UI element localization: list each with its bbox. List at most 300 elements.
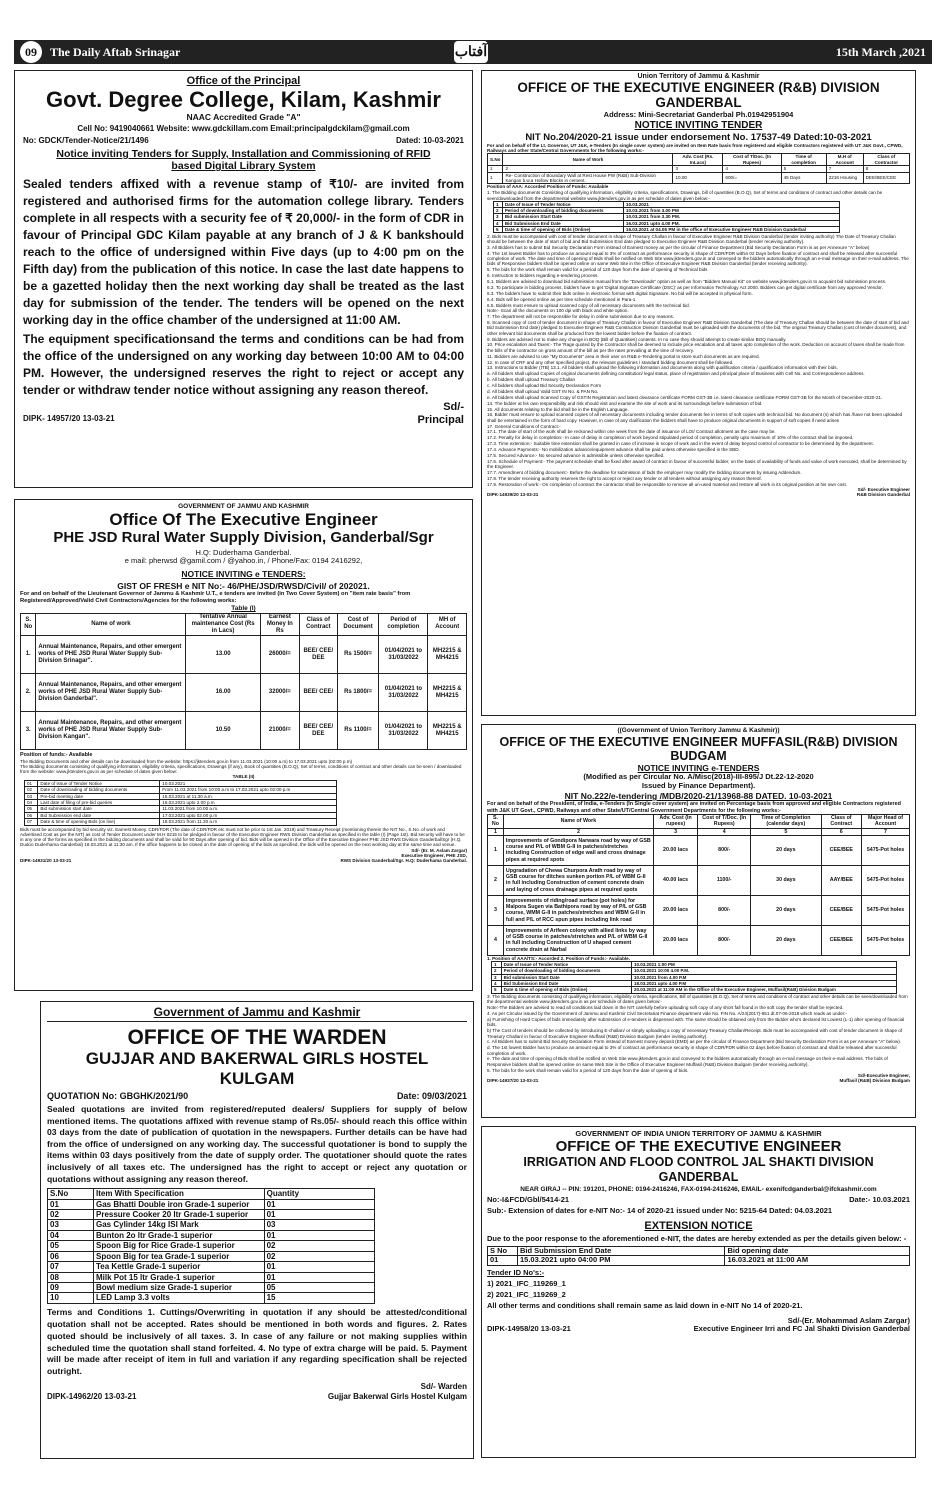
schedule-cell: Last date of filing of pre-bid queries: [38, 799, 160, 805]
item-cell: 02: [264, 1241, 374, 1251]
item-cell: 06: [48, 1251, 94, 1261]
ad-title-1: OFFICE OF THE EXECUTIVE ENGINEER: [555, 1137, 842, 1155]
clause: 17.8. The tender receiving authority reserves the right to accept or reject any tender or all tenders without assigning any reason thereof.: [487, 475, 762, 481]
column-header: M.H of Account: [826, 154, 863, 166]
tender-id-2: 2) 2021_IFC_119269_2: [487, 1289, 566, 1299]
schedule-cell: 16.03.2021 upto 4.00 PM.: [623, 220, 839, 226]
column-header: Adv. Cost (Rs. InLacs): [673, 154, 723, 166]
clause: 1. The Bidding documents Consisting of qualifying information, eligibility criteria, specifications, Drawings, bill of quantities (B.O.Q), Set of terms and conditions of contract and other details can be seen/downloaded from the departmental website www.jktenders.gov.in as per schedule of dates given below:-: [487, 190, 883, 201]
table-row: [21, 636, 467, 674]
body-paragraph-1: Sealed tenders affixed with a revenue stamp of ₹10/- are invited from registered and authorised firms for the automation college library. Tenders complete in all respects with a security fee of ₹ 20,000/- in the form of CDR in favour of Principal GDC Kilam payable at any branch of J & K bankshould reach to the office of undersigned within Five days (up to 4:00 pm on the Fifth day) from the publication of this notice. In case the last date happens to be a gazetted holiday then the next working day shall be treated as the last day for submission of the tender. The tenders will be opened on the next working day in the office chamber of the undersigned at 11:00 AM.: [23, 176, 464, 328]
schedule-cell: From 11.03.2021 from 10:00 a.m to 17.03.2021 upto 02:00 p.m: [160, 787, 337, 793]
table-cell: Upgradation of Chewa Churpora Arath road by way of GSB course for ditches sunken portion P/L of WBM G-II in full including Construction of cement concrete drain and laying of cross drainage pipes at required spots: [503, 865, 653, 895]
signatory-division: R&B Division Ganderbal: [856, 492, 910, 498]
tender-id-1: 1) 2021_IFC_119269_1: [487, 1279, 566, 1289]
column-header: Tentative Annual maintenance Cost (Rs in Lacs): [186, 613, 260, 635]
table-cell: 5475-Pot holes: [862, 835, 910, 865]
gist-line: GIST OF FRESH e NIT No:- 46/PHE/JSD/RWSD/Civil/ of 202021.: [117, 581, 370, 592]
nit-line: NIT No.204/2020-21 issue under endorsement No. 17537-49 Dated:10-03-2021: [525, 131, 872, 143]
schedule-cell: 16.03.2021 upto 2.00 p.m: [160, 799, 337, 805]
table-row: [488, 172, 910, 184]
clause: 17.2. Penalty for delay in completion:- In case of delay in completion of work beyond stipulated period of completion, penalty upto maximum of 10% of the contract shall be imposed.: [487, 435, 854, 441]
item-row: [48, 1199, 375, 1209]
intro-text: Due to the poor response to the aforementioned e-NIT, the dates are hereby extended as per the details given below: -: [487, 1233, 907, 1243]
clause: e. All bidders shall upload Scanned Copy of GSTIN Registration and latest clearance certificate FORM GST-3B i.e. latest clearance certificate FORM GST-3B for the Month of December-2020-21.: [487, 394, 883, 400]
schedule-cell: Bid Submission end date: [38, 812, 160, 818]
notice-heading: EXTENSION NOTICE: [644, 1219, 753, 1232]
ad-gdc-kilam: [14, 70, 473, 488]
column-header: Class of Contract: [821, 815, 862, 829]
item-cell: 01: [264, 1272, 374, 1282]
schedule-row: [25, 787, 337, 793]
item-cell: 10: [48, 1293, 94, 1303]
office-line: Office of the Principal: [186, 75, 301, 87]
clause: 17.4. Advance Payments:- No mobilization advance/equipment advance shall be paid unless otherwise specified in the SBD.: [487, 447, 740, 453]
column-header: S No: [488, 1246, 518, 1256]
intro-text: For and on behalf of the President, of India, e-Tenders (In Single cover system) are invited on Percentage basis from approved and eligible Contractors registered with J&K UT Govt., CPWD, Railways and other State/UT/Central Government Departments for the following works:-: [487, 801, 901, 814]
schedule-cell: 17.03.2021 upto 02.00 p.m: [160, 812, 337, 818]
table-cell: 01/04/2021 to 31/03/2022: [379, 674, 428, 712]
schedule-cell: Bid submission start date: [38, 806, 160, 812]
body-paragraph-2: The equipment specificationsand the terms and conditions can be had from the office of the undersigned on any working day between 10:00 AM to 04:00 PM. However, the undersigned reserves the right to reject or accept any tender or withdraw tender notice without assigning any reason thereof.: [23, 332, 464, 398]
ad-title-2: GUJJAR AND BAKERWAL GIRLS HOSTEL KULGAM: [85, 1049, 429, 1088]
table-cell: Rs 1800/=: [337, 674, 379, 712]
item-cell: 08: [48, 1272, 94, 1282]
table-cell: 5475-Pot holes: [862, 895, 910, 925]
clause: 2. Bids must be accompanied with cost of tender document in shape of Treasury Challan in favour of Executive Engineer R&B Division Ganderbal (tender inviting authority) The Date of Treasury Challan should be between the date of start of bid and Bid Submission End date pledged to Executive Engineer R&B Division Ganderbal (tender receiving authority).: [487, 233, 896, 245]
items-table: [47, 1188, 375, 1304]
item-row: [48, 1209, 375, 1219]
works-table: [487, 814, 910, 956]
clause: d. The 1st lowest Bidder has to produce an amount equal to 3% of contract as performance security in shape of CDR/FDR within 02 days before fixation of contract and shall be released after successful completion of work.: [487, 1045, 897, 1056]
government-line: Union Territory of Jammu & Kashmir: [637, 73, 760, 80]
government-line: GOVERNMENT OF INDIA UNION TERRITORY OF JAMMU & KASHMIR: [575, 1129, 822, 1138]
clause: c. All Bidders has to submit Bid Security Declaration Form instead of Earnest money deposit (EMD) as per the circular of Finance Department (Bid Security Declaration Form is as per Annexure "A" below).: [487, 1039, 902, 1045]
schedule-cell: Bid submission Start Date: [502, 214, 623, 220]
clause: 6.5. Bidders must ensure to upload scanned copy of all necessary documents with the technical bid.: [487, 302, 691, 308]
column-number: 8: [863, 166, 909, 172]
signatory: Principal: [417, 414, 464, 427]
ad-ifc-ganderbal: [481, 1126, 916, 1458]
signatory: Sd/- Executive Engineer: [857, 486, 910, 492]
ad-title-1: OFFICE OF THE WARDEN: [127, 1026, 387, 1050]
column-number: 4: [698, 828, 751, 835]
column-header: Name of work: [36, 613, 186, 635]
clause: 4. As per Circular issued by the Government of Jammu and Kashmir Civil Secretariat Finance department vide No. FIN No. A/24(2017)-651 dt.07-06-2018 which reads as under:-: [487, 1011, 848, 1017]
table-cell: BEE/ CEE/ DEE: [299, 712, 337, 750]
table-cell: Improvements of Arifeen colony with allied links by way of GSB course in patches/stretches and P/L of WBM G-II in full including Construction of U shaped cement concrete drain at Narbal: [503, 925, 653, 955]
notice-heading: NOTICE INVITING TENDER: [634, 119, 763, 131]
column-header: Period of completion: [379, 613, 428, 635]
position-line: 1. Position of AAA/TS:- Accorded 2. Position of Funds:- Available.: [487, 955, 631, 961]
schedule-cell: 5: [494, 226, 503, 232]
schedule-cell: 02: [25, 787, 38, 793]
ad-rnb-ganderbal: [481, 70, 916, 716]
schedule-cell: Pre-bid meeting date: [38, 793, 160, 799]
government-line: Government of Jammu and Kashmir: [153, 1005, 361, 1019]
column-number-row: [488, 828, 910, 835]
schedule-cell: 5: [492, 987, 502, 993]
schedule-cell: 16.03.2021 at 04.05 PM in the office of Executive Engineer R&B Division Ganderbal: [623, 226, 839, 232]
item-cell: 15: [264, 1293, 374, 1303]
item-cell: 01: [264, 1209, 374, 1219]
column-header: Name of Work: [503, 815, 653, 829]
clause: 7. The department will not be responsible for delay in online submission due to any reasons.: [487, 314, 675, 320]
table-cell: 13.00: [186, 636, 260, 674]
clause: 3. All Bidders has to submit Bid Security Declaration Form instead of Earnest money as per the circular of Finance Department (Bid Security Declaration Form is as per Annexure "A" below): [487, 244, 870, 250]
item-row: [48, 1283, 375, 1293]
table-cell: 800/-: [698, 925, 751, 955]
ad-title-2: IRRIGATION AND FLOOD CONTROL JAL SHAKTI DIVISION GANDERBAL: [523, 1155, 874, 1185]
table-cell: MH2215 & MH4215: [428, 712, 467, 750]
table-ii-title: TABLE (II): [232, 774, 255, 780]
works-table: [20, 613, 467, 750]
ad-title: OFFICE OF THE EXECUTIVE ENGINEER (R&B) DIVISION GANDERBAL: [517, 80, 880, 111]
table-cell: AAY/BEE: [821, 865, 862, 895]
dipk-number: DIPK-14937/20 13-03-21: [487, 1078, 539, 1084]
ad-title: OFFICE OF THE EXECUTIVE ENGINEER MUFFASIL(R&B) DIVISION BUDGAM: [499, 734, 898, 764]
schedule-cell: 04: [25, 799, 38, 805]
column-header: Major Head of Account: [862, 815, 910, 829]
item-cell: Gas Bhatti Double iron Grade-1 superior: [94, 1199, 265, 1209]
column-header: Cost of T/Doc. (In Rupees): [723, 154, 781, 166]
clause: 17.9. Restoration of work:- On completion of contract the contractor shall be responsible to remove all un-used material and restore all work in its original position at his own cost.: [487, 481, 848, 487]
column-header: Adv. Cost (In rupees): [653, 815, 697, 829]
clause: 17. General Conditions of Contract:-: [487, 423, 561, 429]
schedule-cell: Date of issue of Tender Notice: [38, 780, 160, 786]
table-cell: 01/04/2021 to 31/03/2022: [379, 712, 428, 750]
column-header: Time of completion: [781, 154, 826, 166]
table-cell: 1: [488, 835, 504, 865]
page-number: 09: [20, 41, 42, 63]
clause: a) Furnishing of Hard Copies of bids immediately after submission of e-tenders is dispensed with. The same should be obtained only from the Bidder who's declared lst Lowest (L-1) after opening of financial bids.: [487, 1017, 905, 1028]
clause: 6.3. The bidders have to submit their bids online in electronic format with digital Signature. No bid will be accepted in physical form.: [487, 290, 753, 296]
table-row: [488, 865, 910, 895]
signatory-designation: Executive Engineer, PHE JSD,: [401, 852, 467, 858]
column-number: 5: [751, 828, 821, 835]
schedule-cell: 10.03.2021 from 3.30 PM.: [623, 214, 839, 220]
item-cell: 01: [48, 1199, 94, 1209]
table-cell: 20 days: [751, 925, 821, 955]
works-table: [487, 153, 910, 184]
schedule-cell: 10.03.2021 10:00 4.00 P.M.: [631, 968, 896, 974]
table-cell: 3: [488, 895, 504, 925]
schedule-cell: 3: [494, 214, 503, 220]
item-row: [48, 1241, 375, 1251]
signatory-name: Sd/- (Er. M. Aslam Zargar): [411, 847, 467, 853]
column-number: 2: [503, 166, 673, 172]
schedule-cell: 18.03.2021 from 11.30 a.m: [160, 819, 337, 825]
table-cell: CEE/BEE: [821, 895, 862, 925]
reference-date: Date:- 10.03.2021: [849, 1195, 910, 1204]
table-cell: 01/04/2021 to 31/03/2022: [379, 636, 428, 674]
intro-text: For and on behalf of the Lt. Governor, UT J&K, e-Tenders (In single cover system) are invited on Item Rate basis from registered and eligible Contractors registered with UT J&K Govt., CPWD, Railways and other State/Central Governments for the following works:-: [487, 142, 903, 154]
item-row: [48, 1262, 375, 1272]
table-cell: CEE/BEE: [821, 835, 862, 865]
column-number: 4: [723, 166, 781, 172]
table-cell: 2.: [21, 674, 36, 712]
table-cell: 20.00 lacs: [653, 895, 697, 925]
masthead: [14, 40, 932, 64]
column-number: 7: [826, 166, 863, 172]
column-header: S.No: [48, 1189, 94, 1199]
reference-number: No: GDCK/Tender-Notice/21/1496: [23, 135, 149, 145]
clause: 5. The bids for the work shall remain valid for a period of 120 days from the date of opening of Technical bids: [487, 267, 708, 273]
schedule-cell: 10.03.2021 from 3.00 PM: [623, 208, 839, 214]
schedule-cell: 1: [494, 201, 503, 207]
table-cell: 3.: [21, 712, 36, 750]
table-cell: 16.00: [186, 674, 260, 712]
position-line: Position of AAA: Accorded Position of Funds: Available: [487, 184, 609, 190]
ad-phe-jsd-ganderbal: [14, 499, 473, 991]
table-row: [488, 925, 910, 955]
column-number: 3: [653, 828, 697, 835]
item-row: [48, 1251, 375, 1261]
schedule-cell: 4: [494, 220, 503, 226]
dipk-number: DIPK- 14957/20 13-03-21: [23, 414, 115, 424]
remark-line: All other terms and conditions shall remain same as laid down in e-NIT No 14 of 2020-21.: [487, 1300, 803, 1310]
reference-date: Dated: 10-03-2021: [395, 135, 464, 145]
clause: e. The date and time of opening of Bids shall be notified on Web Site www.jktenders.gov.in and conveyed to the bidders automatically through an e-mail message on their e-mail address. The bids of Responsive bidders shall be opened online on same Web Site in the Office of Executive Engineer Muffasil (R&B) Division Budgam (tender receiving authority).: [487, 1056, 888, 1067]
item-row: [48, 1293, 375, 1303]
signatory: Sd/-Executive Engineer,: [857, 1072, 910, 1078]
clause: 4. The 1st lowest Bidder has to produce an amount equal to 3% of contract as performance security in shape of CDR/FDR within 02 Days before fixation of contract and shall be released after successful completion of work. The date and time of opening of Bids shall be notified on Web Site www.jktenders.gov.in and conveyed to the bidders automatically through an e-mail message on their e-mail address. The bids of Responsive bidders shall be opened online on same Web Site in the Office of Executive Engineer R&B Division Ganderbal (tender receiving authority).: [487, 250, 909, 267]
clauses: [487, 190, 910, 487]
table-cell: 2: [488, 865, 504, 895]
item-cell: 01: [264, 1199, 374, 1209]
item-cell: 05: [264, 1283, 374, 1293]
clause: 10. Price escalation and Taxes:- The 'Rage quoted by the Contractor shall be deemed to include price escalation and all taxes upto completion of the work. Deduction on account of taxes shall be made from the bills of the contractor on gross amount of the bill as per the rates prevailing at the time of recovery.: [487, 342, 905, 353]
schedule-cell: Date of Issue of Tender Notice: [501, 962, 631, 968]
clause: 6.2. To participate in bidding process, bidders have to get 'Digital Signature Certificate (DSC)' as per Information Technology Act 2000. Bidders can get digital certificate from any approved Vendor.: [487, 284, 883, 290]
item-cell: 07: [48, 1262, 94, 1272]
heading-line-2: based Digital Library System: [171, 160, 316, 173]
schedule-cell: 3: [492, 974, 502, 980]
schedule-cell: 07: [25, 819, 38, 825]
body-paragraph: Sealed quotations are invited from registered/reputed dealers/ Suppliers for supply of below mentioned items. The quotations affixed with revenue stamp of Rs.05/- should reach this office within 03 days from the date of publication of quotation in the newspapers. Further details can be have had from the office of undersigned on any working day. The successful quotationer is bond to supply the items within 03 days positively from the date of supply order. The quotationer should quote the rates inclusively of all taxes etc. The undersigned has the right to accept or reject any quotation or quotations without assigning any reason thereof.: [47, 1103, 467, 1184]
column-number: 1: [488, 166, 503, 172]
download-note: The Bidding Documents and other details can be downloaded from the website: https://jktenders.gov.in from 11.03.2021 (10:00 a.m) to 17.03.2021 upto (02:00 p.m): [20, 758, 353, 764]
clauses: [487, 994, 910, 1073]
clause: 17.3. Time extension:- Suitable time extension shall be granted in case of increase in scope of work and in the event of delay beyond control of contractor to be determined by the department.: [487, 441, 874, 447]
item-cell: Spoon Big for Rice Grade-1 superior: [94, 1241, 265, 1251]
table-cell: CEE/BEE: [821, 925, 862, 955]
table-cell: Rs 1100/=: [337, 712, 379, 750]
security-note: Bids must be accompanied by bid security viz. Earnest Money. CDR/FDR (The date of CDR/FDR etc must not be prior to 1st Jan. 2019) and Treasury Receipt (mentioning therein the NIT No., S.No. of work and Advertised Cost as per the NIT) as cost of Tender Document under M.H 0215 to be pledged in favour of the Executive Engineer RWS Division Ganderbal as specified in the table (I) (Page 1st). Bid security will have to be in any one of the forms as specified in the bidding documents and shall be valid for 90 Days after opening of bid. Bids will be opened in the Office of the Executive Engineer PHE JSD RWS Division Ganderbal/Sgr (H.Q. Dudoo Duderhama Ganderbal) 18.03.2021 at 11:30 am. If the office happens to be closed on the date of opening of the bids as specified, the bids will be opened on the next working day at the same time and venue.: [20, 826, 465, 848]
clause: 6.1. Bidders are advised to download bid submission manual from the "Downloads" option as well as from "Bidders Manual Kit" on website www.jktenders.gov.in to acquaint bid submission process.: [487, 279, 887, 285]
clause: 12. In case of CRF and any other specified project, the relevant guidelines / standard bidding document shall be followed.: [487, 359, 734, 365]
schedule-cell: 20.03.2021 at 11:00 AM in the Office of the Executive Engineer, Muffasil(R&B) Division Budgam: [631, 987, 896, 993]
clause: 15. All documents relating to the bid shall be in the English Language.: [487, 406, 629, 412]
clause: 9. Bidders are advised not to make any change in BOQ (Bill of Quantities) contents. In no case they should attempt to create similar BOQ manually.: [487, 336, 787, 342]
schedule-row: [494, 226, 840, 232]
clause: Note:- Scan all the documents on 100 dpi with black and white option.: [487, 308, 629, 314]
table-header-row: [48, 1189, 375, 1199]
column-header: Class of Contractor: [863, 154, 909, 166]
table-cell: 26000/=: [260, 636, 299, 674]
item-cell: 09: [48, 1283, 94, 1293]
schedule-cell: Date & time of opening of Bids (Online): [501, 987, 631, 993]
table-cell: 30 days: [751, 865, 821, 895]
item-cell: LED Lamp 3.3 volts: [94, 1293, 265, 1303]
schedule-row: [25, 819, 337, 825]
government-line: ((Government of Union Territory Jammu & Kashmir)): [617, 727, 780, 734]
clause: 8. Scanned copy of cost of tender document in shape of Treasury Challan in favour of Executive Engineer R&B Division Ganderbal (The date of Treasury Challan should be between the date of start of bid and Bid Submission End date) pledged to Executive Engineer R&B Construction Division Ganderbal must be uploaded with the documents of the bid. The original Treasury Challan (cost of tender document), and other relevant bid documents shall be produced from the lowest bidder before the fixation of contract.: [487, 320, 909, 336]
tender-id-heading: Tender ID No's:-: [487, 1268, 545, 1278]
hq-line: H.Q: Duderhama Ganderbal.: [195, 547, 292, 557]
clause: 16. Bidder must ensure to upload scanned copies of all necessary documents including tender documents fee in terms of soft copies with technical bid. No document (s) which has /have not been uploaded shall be entertained in the form of hard copy. However, in case of any clarification the bidders shall have to produce original documents in support of soft copies if need arises: [487, 412, 903, 423]
table-cell: MH2215 & MH4215: [428, 636, 467, 674]
table-row: [488, 835, 910, 865]
ad-title-1: Office Of The Executive Engineer: [109, 509, 378, 529]
item-row: [48, 1272, 375, 1282]
table-cell: 20.00 lacs: [653, 835, 697, 865]
terms-paragraph: Terms and Conditions 1. Cuttings/Overwriting in quotation if any should be attested/conditional quotation shall not be accepted. Rates should be mentioned in both words and figures. 2. Rates quoted should be inclusively of all taxes. 3. In case of any failure or not making supplies within scheduled time the quotation shall stand forfeited. 4. No type of extra charge will be paid. 5. Payment will be made after receipt of item in full and variation if any regarding specification shall be rejected outright.: [47, 1306, 467, 1377]
column-number: 3: [673, 166, 723, 172]
table-cell: BEE/ CEE/: [299, 674, 337, 712]
table-cell: Annual Maintenance, Repairs, and other emergent works of PHE JSD Rural Water Supply Sub-Division Ganderbal".: [36, 674, 186, 712]
ad-title-2: PHE JSD Rural Water Supply Division, Ganderbal/Sgr: [53, 529, 434, 547]
clause: 14. The bidder at his own responsibility and risk should visit and examine the site of work and its surroundings before submission of bid.: [487, 400, 763, 406]
table-header-row: [488, 815, 910, 829]
schedule-cell: 2: [494, 208, 503, 214]
table-cell: 1100/-: [698, 865, 751, 895]
clause: 17.1. The date of start of the work shall be reckoned within one week from the date of issuance of LOI/ Contract allotment as the case may be.: [487, 429, 776, 435]
table-cell: 20 days: [751, 835, 821, 865]
clause: 17.7. Amendment of bidding document:- Before the deadline for submission of bids the employer may modify the bidding documents by issuing Addendum.: [487, 469, 802, 475]
column-header: S.No: [488, 154, 503, 166]
schedule-cell: Date & time of opening Bids (on line): [38, 819, 160, 825]
column-header: Name of Work: [503, 154, 673, 166]
table-cell: 600/=: [723, 172, 781, 184]
table-cell: DEE/BEE/CEE: [863, 172, 909, 184]
dipk-number: DIPK-14958/20 13-03-21: [487, 1324, 571, 1334]
table-cell: Re- Construction of Boundary Wall at Rest House PW (R&B) Sub-Division Kangan b.w.a Hollow Blocks in cement.: [503, 172, 673, 184]
column-header: Item With Specification: [94, 1189, 265, 1199]
table-cell: Improvements of Gondipora Narwara road by way of GSB course and P/L of WBM G-II in patches/stretches including Construction of edge wall and cross drainage pipes at required spots: [503, 835, 653, 865]
address-line: Address: Mini-Secretariat Ganderbal Ph.01942951904: [603, 109, 794, 119]
circular-line: (Modified as per Circular No. A/Misc(2018)-III-895/J Dt.22-12-2020: [583, 772, 814, 782]
schedule-cell: 10.03.2021: [623, 201, 839, 207]
column-number: 6: [821, 828, 862, 835]
table-row: [21, 712, 467, 750]
table-cell: 21000/=: [260, 712, 299, 750]
newspaper-logo: آفتاب: [454, 41, 488, 63]
clause: b. All bidders shall upload Treasury Challan: [487, 377, 576, 383]
signatory-division: Muffasil (R&B) Division Budgam: [839, 1078, 910, 1084]
schedule-table: [493, 201, 840, 233]
item-cell: Milk Pot 15 ltr Grade-1 superior: [94, 1272, 265, 1282]
heading-line-1: Notice inviting Tenders for Supply, Installation and Commissioning of RFID: [56, 148, 431, 161]
schedule-cell: Date & time of opening of Bids (Online): [502, 226, 623, 232]
clause: d. All bidders shall upload Valid GST IN No. & PAN No.: [487, 388, 599, 394]
dipk-number: DIPK-14931/20 13-03-21: [20, 858, 72, 864]
quotation-number: QUOTATION No: GBGHK/2021/90: [47, 1091, 189, 1102]
column-header: Cost of Document: [337, 613, 379, 635]
column-header: Class of Contract: [299, 613, 337, 635]
table-cell: 1.: [21, 636, 36, 674]
schedule-cell: Date of downloading of bidding documents: [38, 787, 160, 793]
table-cell: Annual Maintenance, Repairs, and other emergent works of PHE JSD Rural Water Supply Sub-Division Kangan".: [36, 712, 186, 750]
column-number: 5: [781, 166, 826, 172]
documents-note: The Bidding documents consisting of qualifying information, eligibility criteria, specifications, Drawings (if any), Book of quantities (B.O.Q), Set of terms, conditions of contract and other details can be seen / downloaded from the website: www.jktenders.gov.in as per schedule of dates given below:: [20, 763, 462, 775]
column-header: Bid opening date: [725, 1246, 910, 1256]
table-cell: MH2215 & MH4215: [428, 674, 467, 712]
schedule-cell: 05: [25, 806, 38, 812]
schedule-cell: 11.03.2021 from 10.00 a.m.: [160, 806, 337, 812]
column-header: Time of Completion (calendar days): [751, 815, 821, 829]
table-header-row: [488, 154, 910, 166]
schedule-table: [24, 780, 337, 826]
contact-line: Cell No: 9419040661 Website: www.gdckillam.com Email:principalgdckilam@gmail.com: [77, 124, 410, 134]
column-header: Earnest Money In Rs: [260, 613, 299, 635]
schedule-cell: 1: [492, 962, 502, 968]
table-cell: 20 days: [751, 895, 821, 925]
clause: Note:-The Bidders are advised to read all conditions laid down in the NIT carefully before uploading soft copy of any short fall found in the soft copy the tender shall be rejected.: [487, 1005, 844, 1011]
table-cell: 45 Days: [781, 172, 826, 184]
intro-text: For and on behalf of the Lieutenant Governor of Jammu & Kashmir U.T., e tenders are invited (in Two Cover System) on "item rate basis" from Registered/Approved/Valid Civil Contractors/Agencies for the following works:: [20, 591, 411, 605]
government-line: GOVERNMENT OF JAMMU AND KASHMIR: [178, 503, 309, 510]
schedule-cell: 15.03.2021 at 11.30 a.m.: [160, 793, 337, 799]
finance-line: Issued by Finance Department).: [641, 781, 756, 791]
table-cell: 16.03.2021 at 11:00 AM: [725, 1256, 910, 1266]
funds-line: Position of funds:- Available: [20, 752, 93, 759]
item-cell: Gas Cylinder 14kg ISI Mark: [94, 1220, 265, 1230]
schedule-cell: 01: [25, 780, 38, 786]
clause: 17.5. Secured Advance:- No secured advance is admissible unless otherwise specified.: [487, 452, 665, 458]
schedule-cell: Bid Submission End Date: [502, 220, 623, 226]
table-cell: 800/-: [698, 895, 751, 925]
clause: 5. The bids for the work shall remain valid for a period of 120 days from the date of opening of bids.: [487, 1067, 689, 1073]
item-cell: 05: [48, 1241, 94, 1251]
email-line: e mail: pherwsd @gamil.com / @yahoo.in, / Phone/Fax: 0194 2416292,: [124, 556, 363, 566]
column-header: Quantity: [264, 1189, 374, 1199]
table-header-row: [21, 613, 467, 635]
table-row: [488, 1256, 910, 1266]
table-cell: 01: [488, 1256, 518, 1266]
schedule-cell: Bid Submission End Date: [501, 981, 631, 987]
item-row: [48, 1230, 375, 1240]
table-cell: BEE/ CEE/ DEE: [299, 636, 337, 674]
clause: 13. Instructions to Bidder (ITB) 13.1. All bidders shall upload the following information and documents along with qualification criteria / qualification information with their bids.: [487, 365, 838, 371]
ad-muffasil-budgam: [481, 724, 916, 1118]
column-header: S. No: [488, 815, 504, 829]
schedule-cell: Period of downloading of bidding documents: [502, 208, 623, 214]
notice-heading: NOTICE INVITING e-TENDERS: [637, 763, 760, 774]
column-number: 1: [488, 828, 504, 835]
clause: 6. Instruction to bidders regarding e-tendering process.: [487, 273, 599, 279]
schedule-cell: 03: [25, 793, 38, 799]
table-cell: 4: [488, 925, 504, 955]
item-cell: 02: [264, 1251, 374, 1261]
dipk-number: DIPK-14962/20 13-03-21: [47, 1391, 137, 1401]
signatory-name: Sd/-(Er. Mohammad Aslam Zargar): [787, 1315, 910, 1325]
item-cell: 03: [264, 1220, 374, 1230]
column-header: S. No: [21, 613, 36, 635]
column-number: 7: [862, 828, 910, 835]
ad-title: Govt. Degree College, Kilam, Kashmir: [46, 86, 441, 112]
item-cell: Bunton 2o ltr Grade-1 superior: [94, 1230, 265, 1240]
table-cell: 2216 Housing: [826, 172, 863, 184]
subject-line: Sub:- Extension of dates for e-NIT No:- 14 of 2020-21 issued under No: 5215-64 Dated: 04.03.2021: [487, 1205, 833, 1215]
clause: 6.4. Bids will be opened online as per time schedule mentioned in Para-1.: [487, 296, 637, 302]
nit-line: NIT No.222/e-tendering /MDB/2020-21/13968-88 DATED. 10-03-2021: [564, 791, 833, 802]
table-cell: 10.00: [673, 172, 723, 184]
table-cell: 10.50: [186, 712, 260, 750]
table-cell: Annual Maintenance, Repairs, and other emergent works of PHE JSD Rural Water Supply Sub-Division Srinagar".: [36, 636, 186, 674]
schedule-table: [491, 961, 897, 993]
ad-warden-kulgam: [40, 1001, 474, 1459]
